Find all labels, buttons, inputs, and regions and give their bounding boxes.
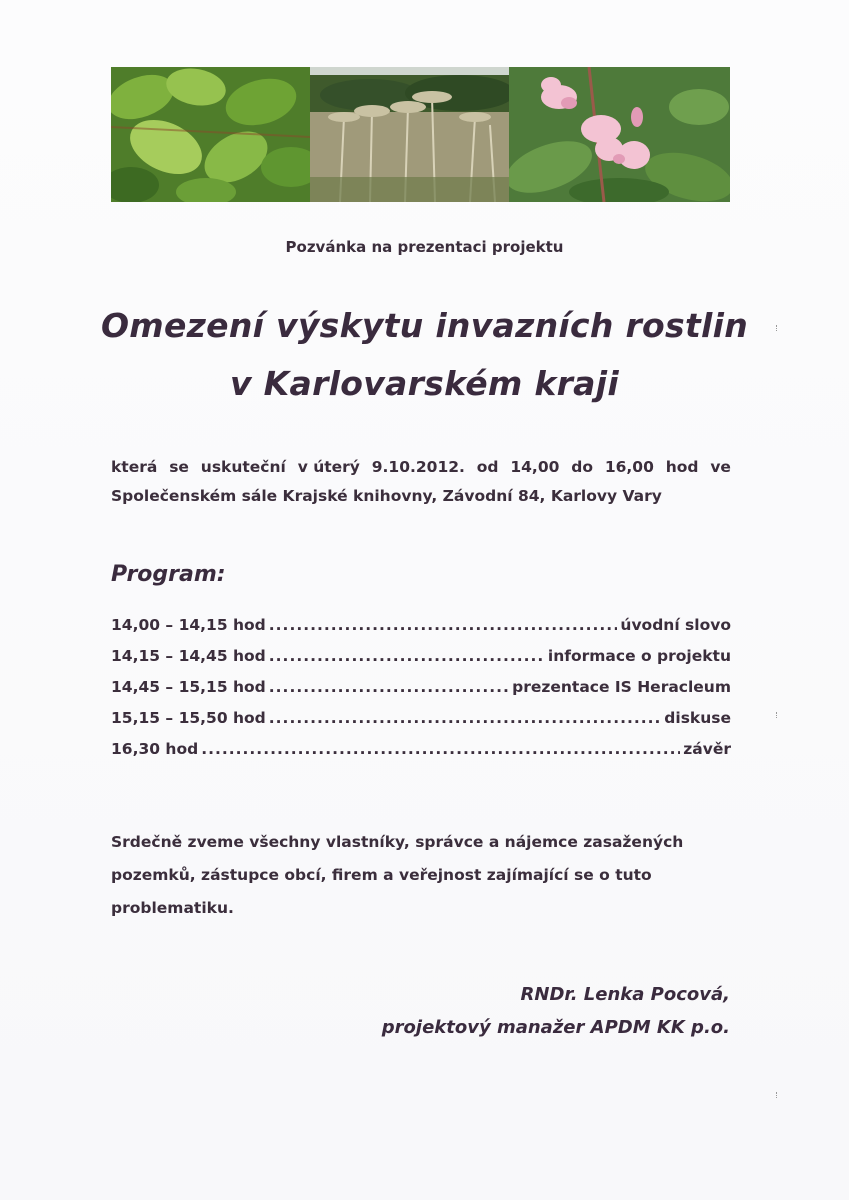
- dot-leader: [269, 647, 545, 665]
- schedule-activity: úvodní slovo: [620, 616, 731, 634]
- dot-leader: [269, 709, 662, 727]
- info-word: do: [571, 458, 593, 476]
- scan-mark: [776, 325, 779, 331]
- schedule-row: [111, 740, 731, 771]
- program-schedule: [111, 616, 731, 771]
- dot-leader: [269, 678, 509, 696]
- event-date: 9.10.2012.: [371, 458, 465, 476]
- event-details: [111, 453, 731, 511]
- page-title-line2: v Karlovarském kraji: [230, 364, 619, 403]
- plant-photo-strip: [111, 67, 730, 202]
- event-venue: Společenském sále Krajské knihovny, Závodní 84, Karlovy Vary: [111, 487, 662, 505]
- info-word: v úterý: [297, 458, 360, 476]
- schedule-row: [111, 647, 731, 678]
- schedule-time: 14,15 – 14,45 hod: [111, 647, 266, 665]
- event-end-time: 16,00: [604, 458, 654, 476]
- schedule-row: [111, 709, 731, 740]
- info-word: uskuteční: [200, 458, 286, 476]
- program-heading: Program:: [111, 562, 226, 587]
- schedule-row: [111, 678, 731, 709]
- schedule-activity: závěr: [683, 740, 731, 758]
- dot-leader: [269, 616, 618, 634]
- hogweed-photo: [310, 67, 509, 202]
- schedule-activity: diskuse: [664, 709, 731, 727]
- schedule-time: 16,30 hod: [111, 740, 199, 758]
- event-start-time: 14,00: [510, 458, 560, 476]
- dot-leader: [201, 740, 680, 758]
- invitation-line: problematiku.: [111, 899, 234, 917]
- scan-mark: [776, 712, 779, 718]
- schedule-time: 14,00 – 14,15 hod: [111, 616, 266, 634]
- invitation-line: Srdečně zveme všechny vlastníky, správce a nájemce zasažených: [111, 833, 684, 851]
- invitation-subtitle: Pozvánka na prezentaci projektu: [285, 238, 564, 256]
- schedule-activity: prezentace IS Heracleum: [512, 678, 731, 696]
- schedule-time: 15,15 – 15,50 hod: [111, 709, 266, 727]
- info-word: ve: [710, 458, 731, 476]
- knotweed-photo: [111, 67, 310, 202]
- info-word: od: [476, 458, 499, 476]
- info-word: se: [169, 458, 189, 476]
- signature-name: RNDr. Lenka Pocová,: [520, 984, 730, 1005]
- info-word: hod: [665, 458, 699, 476]
- schedule-row: [111, 616, 731, 647]
- page-title-line1: Omezení výskytu invazních rostlin: [100, 306, 749, 345]
- schedule-time: 14,45 – 15,15 hod: [111, 678, 266, 696]
- balsam-flower-photo: [509, 67, 730, 202]
- info-word: která: [111, 458, 158, 476]
- signature-role: projektový manažer APDM KK p.o.: [381, 1017, 730, 1038]
- invitation-line: pozemků, zástupce obcí, firem a veřejnost zajímající se o tuto: [111, 866, 652, 884]
- scan-mark: [776, 1092, 779, 1098]
- invitation-paragraph: [111, 826, 731, 925]
- schedule-activity: informace o projektu: [547, 647, 731, 665]
- event-date-time-line: [111, 453, 731, 482]
